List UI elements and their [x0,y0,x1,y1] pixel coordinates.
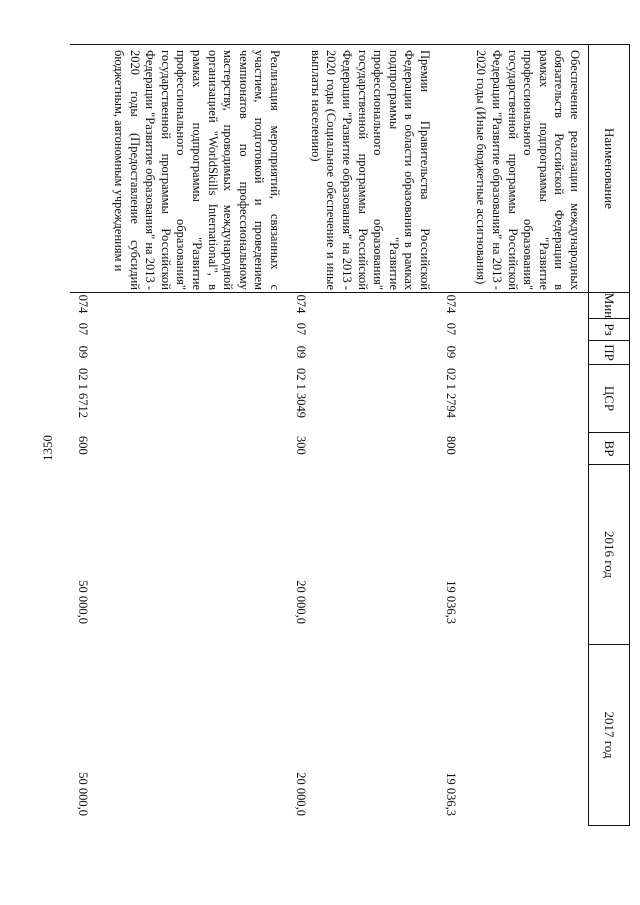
row-2017: 50 000,0 [76,772,90,816]
row-csr: 02 1 3049 [294,368,308,418]
row-2016: 19 036,3 [444,580,458,624]
row-name: Премии Правительства Российской Федерации в области образования в рамках подпрограммы "Развитие профессионального образования" государственной программы Российской Федерации "Развитие образования" на 2013 - 2020 годы (Социальное обеспечение и иные выплаты населению) [308,50,432,290]
budget-table [70,44,630,826]
rotated-budget-table-page [70,44,630,826]
row-min: 074 [444,294,458,314]
row-pr: 09 [76,345,90,359]
header-vr: ВР [588,432,630,464]
row-name: Обеспечение реализации международных обязательств Российской Федерации в рамках подпрограммы "Развитие профессионального образования" государственной программы Российской Федерации "Развитие образования" на 2013 - 2020 годы (Иные бюджетные ассигнования) [474,50,582,290]
row-vr: 800 [444,436,458,455]
page-number: 1350 [40,435,55,461]
row-2017: 19 036,3 [444,772,458,816]
row-csr: 02 1 6712 [76,368,90,418]
header-pr: ПР [588,340,630,364]
row-2016: 50 000,0 [76,580,90,624]
table-row [70,44,282,826]
row-2016: 20 000,0 [294,580,308,624]
row-2017: 20 000,0 [294,772,308,816]
row-vr: 300 [294,436,308,455]
row-pr: 09 [444,345,458,359]
header-2017: 2017 год [588,644,630,826]
row-rz: 07 [444,322,458,336]
row-min: 074 [76,294,90,314]
row-name: Реализация мероприятий, связанных с участием, подготовкой и проведением чемпионатов по профессиональному мастерству, проводимых международной организацией "WorldSkills International", в рамках подпрограммы "Развитие профессионального образования" государственной программы Российской Федерации "Развитие образования" на 2013 - 2020 годы (Предоставление субсидий бюджетным, автономным учреждениям и [112,50,282,290]
row-min: 074 [294,294,308,314]
header-min: Мин [588,292,630,318]
row-rz: 07 [76,322,90,336]
row-rz: 07 [294,322,308,336]
header-2016: 2016 год [588,464,630,644]
header-rz: Рз [588,318,630,340]
row-csr: 02 1 2794 [444,368,458,418]
row-pr: 09 [294,345,308,359]
table-row [442,44,582,826]
header-csr: ЦСР [588,364,630,432]
header-name: Наименование [588,44,630,292]
row-vr: 600 [76,436,90,455]
table-row [292,44,432,826]
